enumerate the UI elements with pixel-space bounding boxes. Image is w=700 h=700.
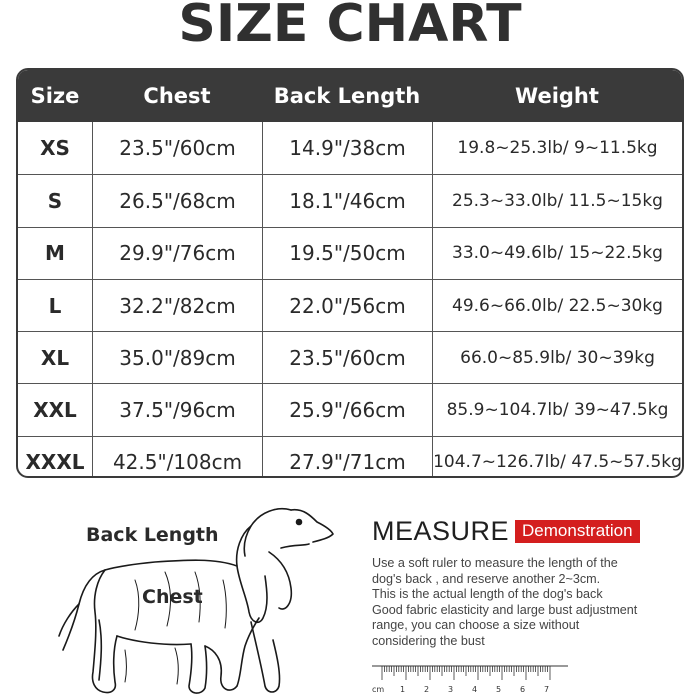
- cell-chest: 37.5"/96cm: [92, 384, 262, 435]
- header-chest: Chest: [143, 84, 211, 108]
- ruler-number: 6: [520, 685, 526, 694]
- cell-size: XS: [40, 136, 70, 161]
- instruction-line: Use a soft ruler to measure the length of the: [372, 556, 618, 570]
- cell-size: XXXL: [25, 450, 85, 475]
- cell-size: M: [45, 241, 65, 266]
- table-header-row: [18, 70, 682, 122]
- cell-size: XXL: [33, 398, 77, 423]
- cell-chest: 26.5"/68cm: [92, 175, 262, 226]
- ruler-number: 2: [424, 685, 430, 694]
- cell-weight: 25.3~33.0lb/ 11.5~15kg: [432, 175, 682, 226]
- chest-label: Chest: [142, 586, 203, 608]
- cell-back-length: 19.5"/50cm: [262, 228, 432, 279]
- cell-chest: 23.5"/60cm: [92, 122, 262, 174]
- measure-instructions: [372, 556, 692, 650]
- cell-back-length: 23.5"/60cm: [262, 332, 432, 383]
- cell-back-length: 25.9"/66cm: [262, 384, 432, 435]
- ruler-number: 1: [400, 685, 406, 694]
- table-row: [18, 227, 682, 279]
- cell-weight: 85.9~104.7lb/ 39~47.5kg: [432, 384, 682, 435]
- cell-weight: 33.0~49.6lb/ 15~22.5kg: [432, 228, 682, 279]
- table-row: [18, 331, 682, 383]
- demonstration-badge: Demonstration: [515, 520, 640, 543]
- table-body: [18, 122, 682, 478]
- cell-weight: 66.0~85.9lb/ 30~39kg: [432, 332, 682, 383]
- table-row: [18, 383, 682, 435]
- instruction-line: range, you can choose a size without: [372, 618, 580, 633]
- instruction-line: considering the bust: [372, 633, 485, 648]
- ruler-number: 5: [496, 685, 502, 694]
- header-size: Size: [30, 84, 80, 108]
- cell-chest: 42.5"/108cm: [92, 437, 262, 478]
- cell-chest: 29.9"/76cm: [92, 228, 262, 279]
- ruler-number: 7: [544, 685, 550, 694]
- instruction-line: This is the actual length of the dog's back: [372, 587, 603, 602]
- table-row: [18, 174, 682, 226]
- cell-back-length: 18.1"/46cm: [262, 175, 432, 226]
- cell-chest: 32.2"/82cm: [92, 280, 262, 331]
- page-title: SIZE CHART: [178, 0, 522, 54]
- cell-back-length: 14.9"/38cm: [262, 122, 432, 174]
- cell-chest: 35.0"/89cm: [92, 332, 262, 383]
- header-back-length: Back Length: [273, 84, 421, 108]
- measure-title: MEASURE: [372, 516, 510, 546]
- ruler-number: 3: [448, 685, 454, 694]
- table-row: [18, 436, 682, 478]
- cell-weight: 49.6~66.0lb/ 22.5~30kg: [432, 280, 682, 331]
- instruction-line: Good fabric elasticity and large bust adjustment: [372, 602, 638, 617]
- back-length-label: Back Length: [86, 524, 219, 546]
- cell-size: S: [47, 188, 63, 213]
- cell-back-length: 22.0"/56cm: [262, 280, 432, 331]
- measure-heading: [372, 516, 640, 547]
- cell-weight: 19.8~25.3lb/ 9~11.5kg: [432, 122, 682, 174]
- cell-size: XL: [40, 345, 70, 370]
- cell-size: L: [48, 293, 62, 318]
- ruler-unit: cm: [372, 685, 385, 694]
- header-weight: Weight: [515, 84, 599, 108]
- table-row: [18, 279, 682, 331]
- ruler-icon: [370, 664, 570, 696]
- table-row: [18, 122, 682, 174]
- instruction-line: dog's back , and reserve another 2~3cm.: [372, 571, 601, 586]
- cell-weight: 104.7~126.7lb/ 47.5~57.5kg: [432, 437, 682, 478]
- ruler-number: 4: [472, 685, 478, 694]
- cell-back-length: 27.9"/71cm: [262, 437, 432, 478]
- size-table: [16, 68, 684, 478]
